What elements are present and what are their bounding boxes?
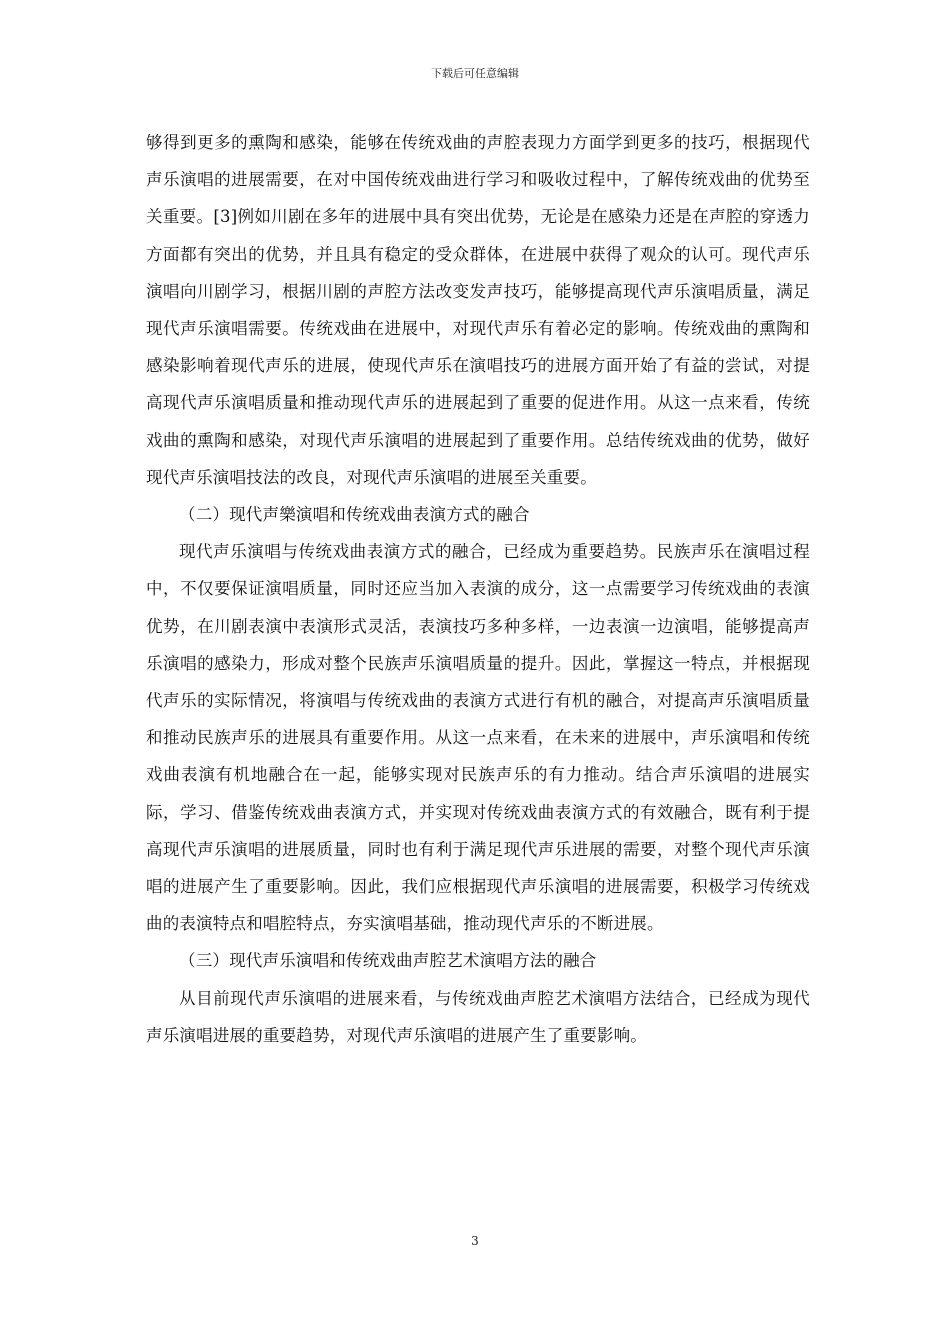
document-body — [146, 124, 810, 1054]
section-heading-3: （三）现代声乐演唱和传统戏曲声腔艺术演唱方法的融合 — [179, 951, 597, 971]
paragraph-section-2: 现代声乐演唱与传统戏曲表演方式的融合，已经成为重要趋势。民族声乐在演唱过程中，不仅要保证演唱质量，同时还应当加入表演的成分，这一点需要学习传统戏曲的表演优势，在川剧表演中表演形式灵活，表演技巧多种多样，一边表演一边演唱，能够提高声乐演唱的感染力，形成对整个民族声乐演唱质量的提升。因此，掌握这一特点，并根据现代声乐的实际情况，将演唱与传统戏曲的表演方式进行有机的融合，对提高声乐演唱质量和推动民族声乐的进展具有重要作用。从这一点来看，在未来的进展中，声乐演唱和传统戏曲表演有机地融合在一起，能够实现对民族声乐的有力推动。结合声乐演唱的进展实际，学习、借鉴传统戏曲表演方式，并实现对传统戏曲表演方式的有效融合，既有利于提高现代声乐演唱的进展质量，同时也有利于满足现代声乐进展的需要，对整个现代声乐演唱的进展产生了重要影响。因此，我们应根据现代声乐演唱的进展需要，积极学习传统戏曲的表演特点和唱腔特点，夯实演唱基础，推动现代声乐的不断进展。 — [146, 542, 810, 934]
paragraph-continuation: 够得到更多的熏陶和感染，能够在传统戏曲的声腔表现力方面学到更多的技巧，根据现代声乐演唱的进展需要，在对中国传统戏曲进行学习和吸收过程中，了解传统戏曲的优势至关重要。[3]例如川剧在多年的进展中具有突出优势，无论是在感染力还是在声腔的穿透力方面都有突出的优势，并且具有稳定的受众群体，在进展中获得了观众的认可。现代声乐演唱向川剧学习，根据川剧的声腔方法改变发声技巧，能够提高现代声乐演唱质量，满足现代声乐演唱需要。传统戏曲在进展中，对现代声乐有着必定的影响。传统戏曲的熏陶和感染影响着现代声乐的进展，使现代声乐在演唱技巧的进展方面开始了有益的尝试，对提高现代声乐演唱质量和推动现代声乐的进展起到了重要的促进作用。从这一点来看，传统戏曲的熏陶和感染，对现代声乐演唱的进展起到了重要作用。总结传统戏曲的优势，做好现代声乐演唱技法的改良，对现代声乐演唱的进展至关重要。 — [146, 133, 810, 487]
page-header: 下载后可任意编辑 — [431, 67, 519, 80]
paragraph-section-3: 从目前现代声乐演唱的进展来看，与传统戏曲声腔艺术演唱方法结合，已经成为现代声乐演唱进展的重要趋势，对现代声乐演唱的进展产生了重要影响。 — [146, 988, 810, 1045]
section-heading-2: （二）现代声樂演唱和传统戏曲表演方式的融合 — [179, 505, 530, 525]
page-number: 3 — [471, 1234, 479, 1248]
